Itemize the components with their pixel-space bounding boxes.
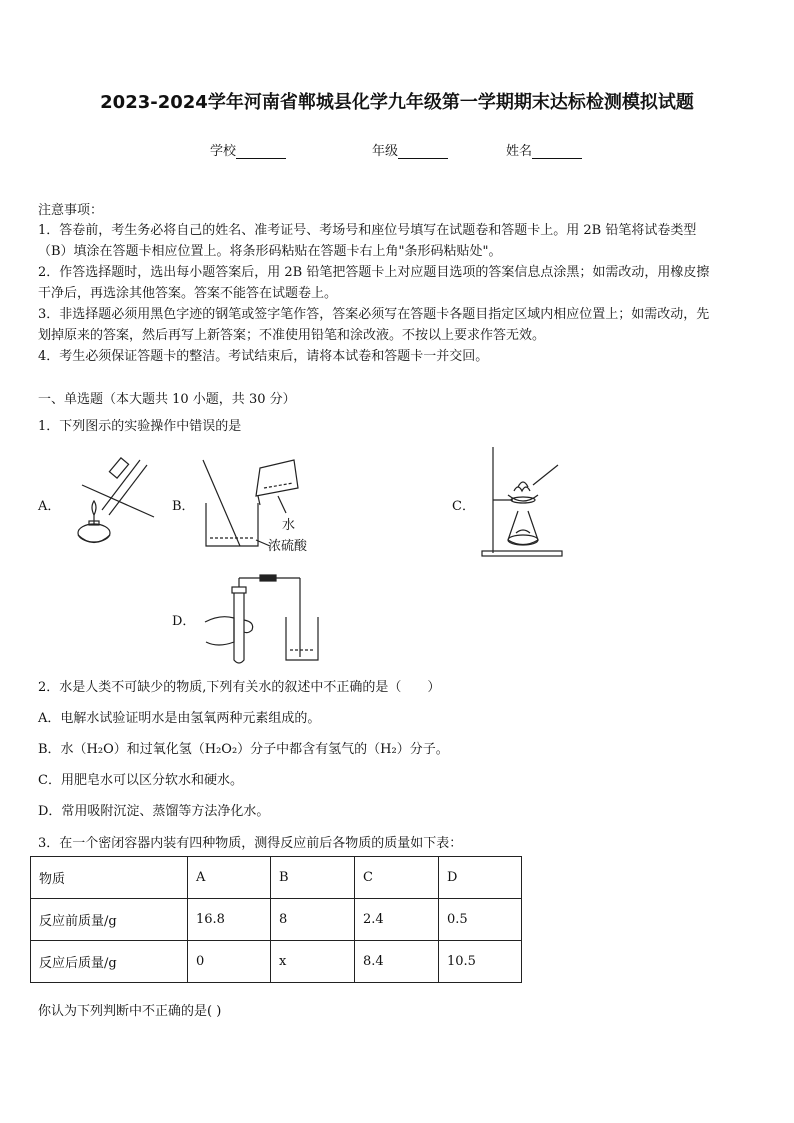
- q2-option-a[interactable]: A．电解水试验证明水是由氢氧两种元素组成的。: [38, 711, 321, 726]
- page-title: 2023-2024学年河南省郸城县化学九年级第一学期期末达标检测模拟试题: [100, 92, 694, 113]
- q2-option-b[interactable]: B．水（H₂O）和过氧化氢（H₂O₂）分子中都含有氢气的（H₂）分子。: [38, 742, 449, 757]
- table-cell: 0: [188, 941, 271, 983]
- q2-option-d[interactable]: D．常用吸附沉淀、蒸馏等方法净化水。: [38, 804, 270, 819]
- q1-option-a-label[interactable]: A．: [38, 499, 61, 514]
- grade-field[interactable]: [372, 140, 448, 159]
- notice-line-3: 2．作答选择题时，选出每小题答案后，用 2B 铅笔把答题卡上对应题目选项的答案信息点涂黑；如需改动，用橡皮擦: [38, 265, 710, 280]
- q3-stem: 3．在一个密闭容器内装有四种物质，测得反应前后各物质的质量如下表：: [38, 836, 463, 851]
- notice-line-4: 干净后，再选涂其他答案。答案不能答在试题卷上。: [38, 286, 338, 301]
- table-header-cell: A: [188, 857, 271, 899]
- q1-figure-c: [478, 445, 568, 560]
- notice-line-1: 1．答卷前，考生务必将自己的姓名、准考证号、考场号和座位号填写在试题卷和答题卡上。用 2B 铅笔将试卷类型: [38, 223, 697, 238]
- school-label: 学校: [210, 144, 237, 159]
- table-row: [31, 899, 522, 941]
- table-header-cell: B: [271, 857, 355, 899]
- name-blank: [532, 144, 582, 159]
- table-header-cell: D: [439, 857, 522, 899]
- grade-blank: [398, 144, 448, 159]
- q2-option-c[interactable]: C．用肥皂水可以区分软水和硬水。: [38, 773, 243, 788]
- table-cell: x: [271, 941, 355, 983]
- notice-line-7: 4．考生必须保证答题卡的整洁。考试结束后，请将本试卷和答题卡一并交回。: [38, 349, 489, 364]
- q1-b-water-label: 水: [282, 518, 296, 533]
- table-header-cell: C: [355, 857, 439, 899]
- name-field[interactable]: [506, 140, 582, 159]
- table-cell: 10.5: [439, 941, 522, 983]
- table-cell: 2.4: [355, 899, 439, 941]
- q1-option-b-label[interactable]: B．: [172, 499, 195, 514]
- notice-line-6: 划掉原来的答案，然后再写上新答案；不准使用铅笔和涂改液。不按以上要求作答无效。: [38, 328, 546, 343]
- grade-label: 年级: [372, 144, 399, 159]
- table-cell: 反应后质量/g: [31, 941, 188, 983]
- q3-followup: 你认为下列判断中不正确的是( ): [38, 1004, 222, 1019]
- table-cell: 0.5: [439, 899, 522, 941]
- notice-line-2: （B）填涂在答题卡相应位置上。将条形码粘贴在答题卡右上角"条形码粘贴处"。: [38, 244, 502, 259]
- q1-figure-d: [200, 572, 330, 667]
- q1-stem: 1．下列图示的实验操作中错误的是: [38, 419, 242, 434]
- section-heading: 一、单选题（本大题共 10 小题，共 30 分）: [38, 392, 296, 407]
- table-cell: 16.8: [188, 899, 271, 941]
- table-cell: 8: [271, 899, 355, 941]
- q1-option-c-label[interactable]: C．: [452, 499, 475, 514]
- q1-option-d-label[interactable]: D．: [172, 614, 196, 629]
- table-row: [31, 941, 522, 983]
- notice-line-5: 3．非选择题必须用黑色字迹的钢笔或签字笔作答，答案必须写在答题卡各题目指定区域内相应位置上；如需改动，先: [38, 307, 710, 322]
- table-header-cell: 物质: [31, 857, 188, 899]
- school-field[interactable]: [210, 140, 286, 159]
- school-blank: [236, 144, 286, 159]
- table-cell: 8.4: [355, 941, 439, 983]
- q1-figure-a: [62, 455, 157, 555]
- table-cell: 反应前质量/g: [31, 899, 188, 941]
- mass-table: [30, 856, 522, 983]
- name-label: 姓名: [506, 144, 533, 159]
- notice-heading: 注意事项：: [38, 203, 104, 218]
- q2-stem: 2．水是人类不可缺少的物质,下列有关水的叙述中不正确的是（ ）: [38, 680, 441, 695]
- table-row: [31, 857, 522, 899]
- q1-b-acid-label: 浓硫酸: [268, 539, 308, 554]
